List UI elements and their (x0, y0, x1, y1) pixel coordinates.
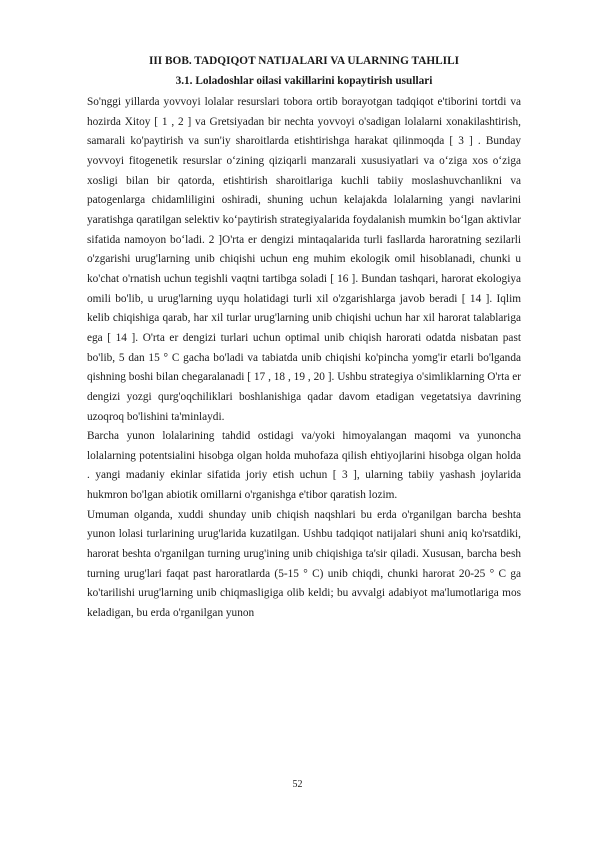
paragraph: Umuman olganda, xuddi shunday unib chiqish naqshlari bu erda o'rganilgan barcha beshta yunon lolasi turlarining urug'larida kuzatilgan. Ushbu tadqiqot natijalari shuni aniq ko'rsatdiki, harorat beshta o'rganilgan turning urug'ining unib chiqishiga ta'sir qiladi. Xususan, barcha besh turning urug'lari faqat past haroratlarda (5-15 ° C) unib chiqdi, chunki harorat 20-25 ° C ga ko'tarilishi urug'larning unib chiqmasligiga olib keldi; bu avvalgi adabiyot ma'lumotlariga mos keladigan, bu erda o'rganilgan yunon (87, 508, 521, 620)
paragraph: So'nggi yillarda yovvoyi lolalar resurslari tobora ortib borayotgan tadqiqot e'tiborini tortdi va hozirda Xitoy [ 1 , 2 ] va Gretsiyadan bir nechta yovvoyi o'sadigan lolalarni xonakilashtirish, samarali ko'paytirish va sun'iy sharoitlarda etishtirishga harakat qilinmoqda [ 3 ] . Bunday yovvoyi fitogenetik resurslar o‘zining qiziqarli manzarali xususiyatlari va o‘ziga xos o‘ziga xosligi bilan bir qatorda, etishtirish sharoitlariga kuchli tabiiy moslashuvchanlikni va patogenlarga chidamliligini oshiradi, shuning uchun kelajakda lolalarning yangi navlarini yaratishga qaratilgan selektiv ko‘paytirish strategiyalarida foydalanish mumkin bo‘lgan aktivlar sifatida namoyon bo‘ladi. 2 ]O'rta er dengizi mintaqalarida turli fasllarda haroratning sezilarli o'zgarishi urug'larning unib chiqishi uchun eng muhim ekologik omil hisoblanadi, chunki u ko'chat o'rnatish uchun tegishli vaqtni tartibga soladi [ 16 ]. Bundan tashqari, harorat ekologiya omili bo'lib, u urug'larning uyqu holatidagi turli xil o'zgarishlarga javob beradi [ 14 ]. Iqlim kelib chiqishiga qarab, har xil turlar urug'larning unib chiqishi uchun har xil harorat talablariga ega [ 14 ]. O'rta er dengizi turlari uchun optimal unib chiqish harorati odatda nisbatan past bo'lib, 5 dan 15 ° C gacha bo'ladi va tabiatda unib chiqishi ko'pincha yomg'ir etarli bo'lganda qishning boshi bilan chegaralanadi [ 17 , 18 , 19 , 20 ]. Ushbu strategiya o'simliklarning O'rta er dengizi yozgi qurg'oqchiliklari boshlanishiga qadar davom etadigan vegetatsiya davrining uzoqroq bo'lishini ta'minlaydi. (87, 96, 521, 423)
chapter-title: III BOB. TADQIQOT NATIJALARI VA ULARNING TAHLILI (148, 55, 460, 67)
document-page (87, 53, 521, 624)
paragraph: Barcha yunon lolalarining tahdid ostidagi va/yoki himoyalangan maqomi va yunoncha lolalarning potentsialini hisobga olgan holda muhofaza qilish ehtiyojlarini hisobga olgan holda . yangi madaniy ekinlar sifatida joriy etish uchun [ 3 ], ularning tabiiy yashash joylarida hukmron bo'lgan abiotik omillarni o'rganishga e'tibor qaratish lozim. (87, 430, 521, 502)
section-title: 3.1. Loladoshlar oilasi vakillarini kopaytirish usullari (175, 75, 433, 87)
page-number: 52 (292, 779, 303, 790)
